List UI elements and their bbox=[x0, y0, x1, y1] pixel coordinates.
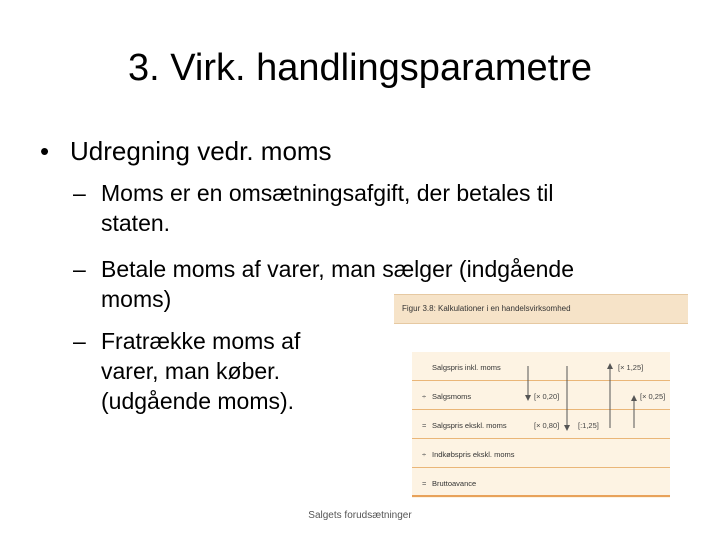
row-label: Salgsmoms bbox=[432, 392, 472, 401]
operator-div125: [:1,25] bbox=[578, 421, 599, 430]
row-symbol: = bbox=[422, 421, 427, 430]
operator-x020: [× 0,20] bbox=[534, 392, 560, 401]
main-bullet bbox=[40, 134, 332, 168]
row-symbol: = bbox=[422, 479, 427, 488]
sub-bullet-dash: – bbox=[73, 328, 86, 354]
sub-bullet-dash: – bbox=[73, 256, 86, 282]
row-symbol: ÷ bbox=[422, 450, 427, 459]
sub-bullet-3-line3: (udgående moms). bbox=[101, 388, 295, 414]
slide-title: 3. Virk. handlingsparametre bbox=[128, 47, 592, 89]
row-label: Indkøbspris ekskl. moms bbox=[432, 450, 515, 459]
sub-bullet-2-line1: Betale moms af varer, man sælger (indgående bbox=[101, 256, 575, 282]
sub-bullet-1-line2: staten. bbox=[101, 210, 171, 236]
figure-caption: Figur 3.8: Kalkulationer i en handelsvirksomhed bbox=[402, 304, 571, 313]
operator-x125: [× 1,25] bbox=[618, 363, 644, 372]
row-symbol: ÷ bbox=[422, 392, 427, 401]
figure-arrows bbox=[412, 352, 670, 498]
row-label: Salgspris ekskl. moms bbox=[432, 421, 507, 430]
sub-bullet-3-line2: varer, man køber. bbox=[101, 358, 280, 384]
row-label: Salgspris inkl. moms bbox=[432, 363, 501, 372]
sub-bullet-dash: – bbox=[73, 180, 86, 206]
operator-x080: [× 0,80] bbox=[534, 421, 560, 430]
sub-bullet-1-line1: Moms er en omsætningsafgift, der betales til bbox=[101, 180, 554, 206]
sub-bullet-1 bbox=[73, 178, 673, 238]
row-label: Bruttoavance bbox=[432, 479, 477, 488]
sub-bullet-2-line2: moms) bbox=[101, 286, 172, 312]
slide-footer: Salgets forudsætninger bbox=[308, 510, 412, 521]
sub-bullet-3-line1: Fratrække moms af bbox=[101, 328, 301, 354]
figure-caption-bar bbox=[394, 294, 688, 324]
operator-x025: [× 0,25] bbox=[640, 392, 666, 401]
bullet-dot: • bbox=[40, 136, 50, 166]
main-bullet-text: Udregning vedr. moms bbox=[70, 136, 332, 166]
